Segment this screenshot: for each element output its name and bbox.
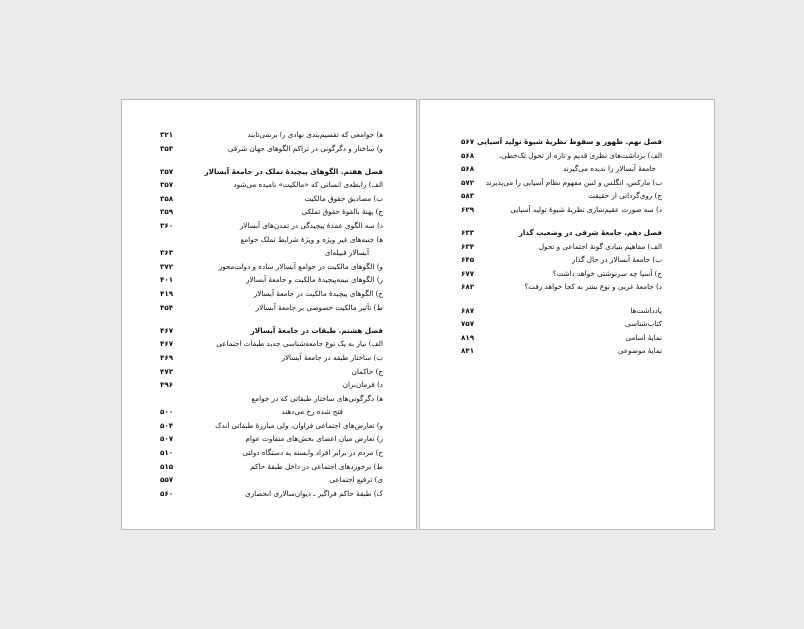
- toc-entry-title: ک) طبقهٔ حاکم فراگیر ـ دیوان‌سالاری انحصاری: [245, 488, 383, 498]
- toc-entry-page-number: ۵۶۷: [461, 137, 475, 146]
- toc-entry-page-number: ۵۶۸: [461, 164, 475, 174]
- left-page: [121, 99, 417, 530]
- toc-entry-page-number: ۶۷۷: [461, 268, 475, 278]
- toc-entry-title: ﻫ) جنبه‌های غیر ویژه و ویژهٔ شرایط تملک جوامع: [240, 234, 383, 244]
- toc-entry-page-number: ۳۵۸: [160, 193, 174, 203]
- toc-entry: [420, 149, 714, 163]
- toc-entry-page-number: ۸۴۱: [461, 346, 475, 356]
- toc-entry-title: د) فرمان‌بران: [342, 380, 383, 390]
- toc-entry: [420, 135, 714, 149]
- toc-entry-title: ج) آسیا چه سرنوشتی خواهد داشت؟: [552, 268, 662, 278]
- toc-entry: [122, 432, 416, 446]
- toc-entry: [420, 344, 714, 358]
- toc-entry: [122, 233, 416, 247]
- toc-entry-title: و) تعارض‌های اجتماعی فراوان، ولی مبارزهٔ طبقاتی اندک: [215, 420, 383, 430]
- toc-list-left: [122, 128, 416, 500]
- toc-entry: [122, 337, 416, 351]
- toc-entry-page-number: ۵۱۵: [160, 461, 174, 471]
- toc-entry-title: فصل دهم. جامعهٔ شرقی در وضعیت گذار: [518, 228, 662, 238]
- right-page: [419, 99, 715, 530]
- toc-entry-page-number: ۳۲۱: [160, 130, 174, 139]
- toc-entry-title: ﻫ) دگرگونی‌های ساختار طبقاتی که در جوامع: [251, 393, 383, 403]
- toc-entry-page-number: ۴۰۱: [160, 275, 174, 285]
- toc-entry: [122, 287, 416, 301]
- toc-entry: [122, 392, 416, 406]
- toc-entry-title: ی) ترفیع اجتماعی: [329, 475, 383, 485]
- toc-entry-page-number: ۵۶۸: [461, 150, 475, 160]
- toc-entry-page-number: ۵۵۷: [160, 475, 174, 485]
- toc-entry-page-number: ۴۶۷: [160, 339, 174, 349]
- toc-entry-title: ب) ساختار طبقه در جامعهٔ آبسالار: [281, 352, 383, 362]
- toc-entry-page-number: ۷۵۷: [461, 319, 475, 329]
- toc-entry: [122, 419, 416, 433]
- toc-entry: [420, 226, 714, 240]
- toc-entry: [122, 192, 416, 206]
- toc-entry-title: الف) مفاهیم بنیادی گونهٔ اجتماعی و تحول: [538, 241, 662, 251]
- toc-entry: [420, 280, 714, 294]
- toc-entry-page-number: ۳۵۳: [160, 143, 174, 153]
- toc-entry: [122, 324, 416, 338]
- toc-entry: [122, 178, 416, 192]
- toc-entry: [122, 246, 416, 260]
- toc-entry: [420, 162, 714, 176]
- toc-entry-title: ج) پهنهٔ بالقوهٔ حقوق تملکی: [301, 207, 383, 217]
- toc-entry: [420, 203, 714, 217]
- toc-entry-page-number: ۵۰۷: [160, 434, 174, 444]
- toc-entry-title: ز) تعارض میان اعضای بخش‌های متفاوت عوام: [245, 434, 383, 444]
- toc-entry-page-number: ۵۰۰: [160, 407, 174, 417]
- toc-entry-page-number: ۵۰۴: [160, 420, 174, 430]
- toc-entry-page-number: ۵۸۳: [461, 191, 475, 201]
- toc-entry-title: فصل هشتم. طبقات در جامعهٔ آبسالار: [250, 325, 383, 335]
- toc-entry-page-number: ۴۵۴: [160, 302, 174, 312]
- toc-entry-title: و) الگوهای مالکیت در جوامع آبسالار ساده و دولت‌محور: [218, 261, 383, 271]
- toc-entry: [420, 304, 714, 318]
- toc-entry-title: ب) مصادیق حقوق مالکیت: [304, 193, 383, 203]
- toc-entry-page-number: ۶۸۲: [461, 282, 475, 292]
- toc-entry-title: ج) روی‌گردانی از حقیقت: [588, 191, 662, 201]
- toc-entry: [420, 267, 714, 281]
- toc-entry-title: یادداشت‌ها: [630, 305, 662, 315]
- toc-entry: [122, 205, 416, 219]
- toc-entry: [420, 331, 714, 345]
- toc-entry-title: ﻫ) جوامعی که تقسیم‌بندی نهادی را برنمی‌تابند: [247, 130, 383, 139]
- toc-entry-title: نمایهٔ اسامی: [625, 332, 662, 342]
- toc-entry: [122, 473, 416, 487]
- toc-entry-title: آبسالار قبیله‌ای: [324, 248, 369, 258]
- toc-entry: [122, 365, 416, 379]
- toc-entry: [122, 405, 416, 419]
- toc-entry: [420, 240, 714, 254]
- toc-entry-page-number: ۴۱۹: [160, 289, 174, 299]
- toc-entry-page-number: ۵۱۰: [160, 448, 174, 458]
- toc-entry-page-number: ۳۶۰: [160, 221, 174, 231]
- toc-entry-title: نمایهٔ موضوعی: [617, 346, 662, 356]
- toc-entry-page-number: ۶۳۳: [461, 228, 475, 238]
- toc-entry-title: فصل هفتم. الگوهای پیچیدهٔ تملک در جامعهٔ آبسالار: [204, 166, 383, 176]
- toc-entry-title: جامعهٔ آبسالار را ندیده می‌گیرند: [562, 164, 656, 174]
- toc-entry-page-number: ۳۵۷: [160, 180, 174, 190]
- toc-entry-page-number: ۶۲۹: [461, 204, 475, 214]
- toc-entry-title: الف) رابطه‌ی انسانی که «مالکیت» نامیده می‌شود: [233, 180, 383, 190]
- toc-entry: [122, 128, 416, 142]
- toc-entry-page-number: ۳۷۲: [160, 261, 174, 271]
- toc-entry: [122, 301, 416, 315]
- toc-entry-page-number: ۸۱۹: [461, 332, 475, 342]
- toc-entry: [122, 260, 416, 274]
- toc-entry-page-number: ۶۴۵: [461, 255, 475, 265]
- toc-entry-page-number: ۳۵۷: [160, 166, 174, 176]
- toc-entry-page-number: ۶۳۴: [461, 241, 475, 251]
- toc-entry-title: ط) تأثیر مالکیت خصوصی بر جامعهٔ آبسالار: [255, 302, 383, 312]
- toc-entry-title: ح) الگوهای پیچیدهٔ مالکیت در جامعهٔ آبسالار: [253, 289, 383, 299]
- toc-entry: [122, 446, 416, 460]
- toc-entry-title: ح) مردم در برابر افراد وابسته به دستگاه دولتی: [242, 448, 383, 458]
- toc-entry: [122, 487, 416, 501]
- toc-entry-title: د) سه الگوی عمدهٔ پیچیدگی در تمدن‌های آبسالار: [239, 221, 383, 231]
- toc-entry: [420, 253, 714, 267]
- toc-entry: [420, 317, 714, 331]
- toc-entry-page-number: ۵۶۰: [160, 488, 174, 498]
- toc-entry-page-number: ۴۹۶: [160, 380, 174, 390]
- toc-entry-title: ط) برخوردهای اجتماعی در داخل طبقهٔ حاکم: [250, 461, 383, 471]
- toc-entry-page-number: ۴۶۷: [160, 325, 174, 335]
- toc-entry: [122, 351, 416, 365]
- toc-entry: [122, 378, 416, 392]
- toc-entry-title: ب) مارکس، انگلس و لنین مفهوم نظام آسیایی را می‌پذیرند: [485, 177, 662, 187]
- toc-entry-title: ز) الگوهای نیمه‌پیچیدهٔ مالکیت و جامعهٔ آبسالار: [245, 275, 383, 285]
- toc-entry-title: فصل نهم. ظهور و سقوط نظریهٔ شیوهٔ تولید آسیایی: [477, 137, 662, 146]
- toc-entry-page-number: ۳۶۳: [160, 248, 174, 258]
- toc-entry-title: ج) حاکمان: [351, 366, 383, 376]
- toc-entry-page-number: ۳۵۹: [160, 207, 174, 217]
- toc-entry-title: ب) جامعهٔ آبسالار در حال گذار: [571, 255, 662, 265]
- toc-entry: [122, 273, 416, 287]
- toc-entry-title: د) جامعهٔ غربی و نوع بشر به کجا خواهد رفت؟: [524, 282, 662, 292]
- toc-entry: [122, 165, 416, 179]
- toc-entry-title: کتاب‌شناسی: [625, 319, 662, 329]
- toc-entry-title: د) سه صورت عقیم‌سازی نظریهٔ شیوهٔ تولید آسیایی: [510, 204, 662, 214]
- toc-entry-page-number: ۵۷۲: [461, 177, 475, 187]
- toc-entry-page-number: ۶۸۷: [461, 305, 475, 315]
- toc-entry-title: الف) نیاز به یک نوع جامعه‌شناسی جدید طبقات اجتماعی: [216, 339, 383, 349]
- toc-entry: [122, 142, 416, 156]
- toc-entry-page-number: ۴۷۳: [160, 366, 174, 376]
- toc-entry-title: و) ساختار و دگرگونی در تراکم الگوهای جهان شرقی: [227, 143, 383, 153]
- toc-entry-title: فتح شده رخ می‌دهند: [281, 407, 343, 417]
- toc-entry: [420, 176, 714, 190]
- toc-entry: [122, 460, 416, 474]
- toc-entry: [122, 219, 416, 233]
- toc-entry: [420, 189, 714, 203]
- toc-entry-title: الف) برداشت‌های نظری قدیم و تازه از تحول تک‌خطی،: [498, 150, 662, 160]
- toc-list-right: [420, 135, 714, 358]
- toc-entry-page-number: ۴۶۹: [160, 352, 174, 362]
